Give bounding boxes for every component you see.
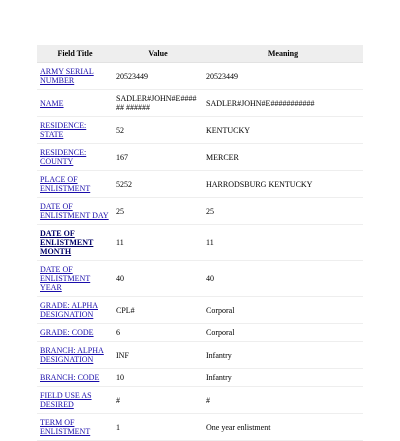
value-cell: 6	[113, 324, 203, 342]
field-title-link[interactable]: GRADE: CODE	[40, 328, 94, 337]
field-title-link[interactable]: RESIDENCE: COUNTY	[40, 148, 87, 166]
table-row	[37, 198, 363, 225]
value-cell: 1	[113, 414, 203, 441]
table-row	[37, 324, 363, 342]
field-title-link[interactable]: GRADE: ALPHA DESIGNATION	[40, 301, 99, 319]
value-cell: 20523449	[113, 63, 203, 90]
table-row	[37, 225, 363, 261]
table-row	[37, 387, 363, 414]
field-title-cell	[37, 225, 113, 261]
field-title-cell	[37, 171, 113, 198]
value-cell: 40	[113, 261, 203, 297]
value-cell: 10	[113, 369, 203, 387]
value-cell: 52	[113, 117, 203, 144]
meaning-cell: 40	[203, 261, 363, 297]
table-row	[37, 63, 363, 90]
meaning-cell: 11	[203, 225, 363, 261]
meaning-cell: 20523449	[203, 63, 363, 90]
field-title-cell	[37, 261, 113, 297]
field-title-cell	[37, 63, 113, 90]
value-cell: 25	[113, 198, 203, 225]
meaning-cell: MERCER	[203, 144, 363, 171]
header-field-title: Field Title	[37, 45, 113, 63]
field-title-link[interactable]: DATE OF ENLISTMENT MONTH	[40, 229, 94, 256]
table-row	[37, 297, 363, 324]
field-title-cell	[37, 198, 113, 225]
meaning-cell: SADLER#JOHN#E###########	[203, 90, 363, 117]
value-cell: 167	[113, 144, 203, 171]
field-title-link[interactable]: NAME	[40, 98, 64, 108]
table-row	[37, 90, 363, 117]
table-row	[37, 414, 363, 441]
meaning-cell: HARRODSBURG KENTUCKY	[203, 171, 363, 198]
field-title-cell	[37, 297, 113, 324]
table-header-row	[37, 45, 363, 63]
table-row	[37, 171, 363, 198]
table-row	[37, 369, 363, 387]
field-title-link[interactable]: FIELD USE AS DESIRED	[40, 391, 92, 409]
meaning-cell: Corporal	[203, 324, 363, 342]
table-row	[37, 342, 363, 369]
meaning-cell: Infantry	[203, 342, 363, 369]
value-cell: CPL#	[113, 297, 203, 324]
value-cell: INF	[113, 342, 203, 369]
value-cell: SADLER#JOHN#E###### ######	[113, 90, 203, 117]
field-title-link[interactable]: DATE OF ENLISTMENT DAY	[40, 202, 109, 220]
meaning-cell: #	[203, 387, 363, 414]
field-title-link[interactable]: RESIDENCE: STATE	[40, 121, 87, 139]
table-row	[37, 117, 363, 144]
meaning-cell: One year enlistment	[203, 414, 363, 441]
field-title-cell	[37, 117, 113, 144]
field-title-cell	[37, 324, 113, 342]
field-title-cell	[37, 369, 113, 387]
field-title-link[interactable]: PLACE OF ENLISTMENT	[40, 175, 91, 193]
field-title-link[interactable]: ARMY SERIAL NUMBER	[40, 67, 94, 85]
field-title-cell	[37, 387, 113, 414]
table-row	[37, 144, 363, 171]
value-cell: #	[113, 387, 203, 414]
field-title-cell	[37, 414, 113, 441]
field-title-cell	[37, 342, 113, 369]
table-row	[37, 261, 363, 297]
field-title-link[interactable]: BRANCH: CODE	[40, 373, 100, 382]
meaning-cell: KENTUCKY	[203, 117, 363, 144]
header-meaning: Meaning	[203, 45, 363, 63]
meaning-cell: Infantry	[203, 369, 363, 387]
header-value: Value	[113, 45, 203, 63]
field-title-link[interactable]: DATE OF ENLISTMENT YEAR	[40, 265, 91, 292]
table-body	[37, 63, 363, 441]
value-cell: 11	[113, 225, 203, 261]
record-table	[37, 45, 363, 441]
field-title-link[interactable]: BRANCH: ALPHA DESIGNATION	[40, 346, 104, 364]
field-title-cell	[37, 90, 113, 117]
meaning-cell: Corporal	[203, 297, 363, 324]
field-title-link[interactable]: TERM OF ENLISTMENT	[40, 418, 91, 436]
meaning-cell: 25	[203, 198, 363, 225]
value-cell: 5252	[113, 171, 203, 198]
field-title-cell	[37, 144, 113, 171]
